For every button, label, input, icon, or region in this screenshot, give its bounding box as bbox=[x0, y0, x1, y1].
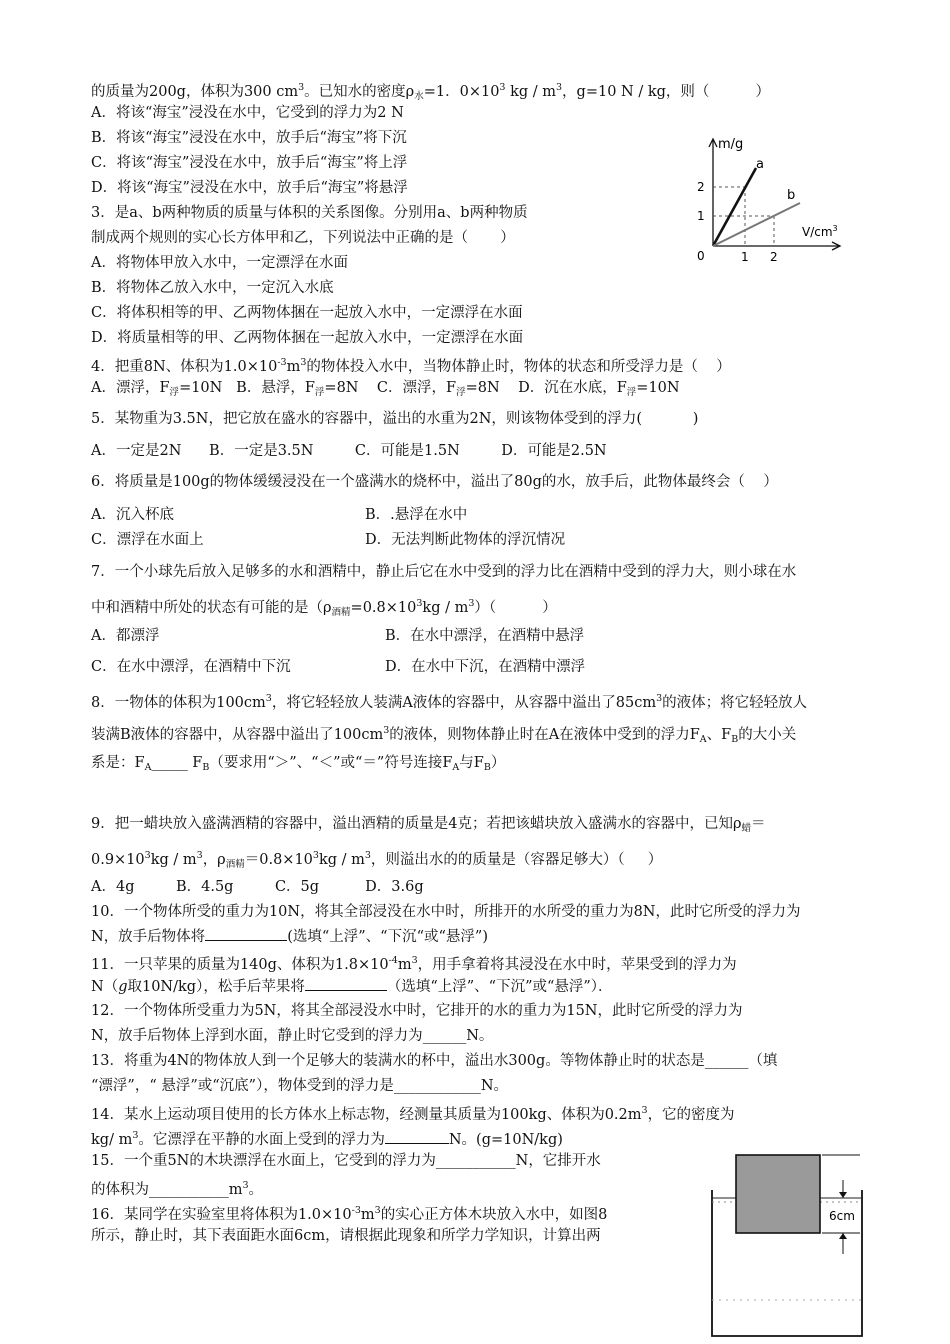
options-line: A．漂浮，$F_浮=10N$ B．悬浮，$F_浮=8N$ C．漂浮，$F_浮=8N$ D．沉在水底，$F_浮=10N$ bbox=[91, 380, 680, 398]
option-d: D．将质量相等的甲、乙两物体捆在一起放入水中，一定漂浮在水面 bbox=[91, 330, 524, 346]
question-text: N，放手后物体将 (选填“上浮”、“下沉“或“悬浮”) bbox=[91, 929, 488, 945]
option-a: A．都漂浮 bbox=[91, 628, 160, 644]
question-text: “漂浮”，“ 悬浮”或“沉底”），物体受到的浮力是____________N。 bbox=[91, 1078, 509, 1094]
option-d: D．将该“海宝”浸没在水中，放手后“海宝”将悬浮 bbox=[91, 180, 408, 196]
y-tick-label: 1 bbox=[697, 209, 705, 223]
option-b: B．将该“海宝”浸没在水中，放手后“海宝”将下沉 bbox=[91, 130, 407, 146]
y-tick-label: 2 bbox=[697, 180, 705, 194]
x-axis-label: $V/cm^3$ bbox=[802, 224, 838, 239]
option-a: A．将该“海宝”浸没在水中，它受到的浮力为2 N bbox=[91, 105, 404, 121]
arrow-down bbox=[839, 1192, 847, 1198]
option-d: D．无法判断此物体的浮沉情况 bbox=[365, 532, 566, 548]
wooden-block bbox=[736, 1155, 820, 1233]
depth-label: 6cm bbox=[829, 1209, 855, 1223]
arrow-up bbox=[839, 1233, 847, 1239]
question-text: N，放手后物体上浮到水面，静止时它受到的浮力为______N。 bbox=[91, 1028, 494, 1044]
question-text: 11．一只苹果的质量为140g、体积为$1.8\times 10^{-4}m^3$，用手拿着将其浸没在水中时，苹果受到的浮力为 bbox=[91, 955, 737, 973]
option-c: C．在水中漂浮，在酒精中下沉 bbox=[91, 659, 291, 675]
question-text: 12．一个物体所受重力为5N，将其全部浸没水中时，它排开的水的重力为15N，此时它所受的浮力为 bbox=[91, 1003, 743, 1019]
option-a: A．沉入杯底 bbox=[91, 507, 174, 523]
question-text: 10．一个物体所受的重力为10N，将其全部浸没在水中时，所排开的水所受的重力为8N，此时它所受的浮力为 bbox=[91, 904, 801, 920]
options-line: A．一定是2N B．一定是3.5N C．可能是1.5N D．可能是2.5N bbox=[91, 443, 607, 459]
option-d: D．在水中下沉，在酒精中漂浮 bbox=[385, 659, 586, 675]
option-c: C．将体积相等的甲、乙两物体捆在一起放入水中，一定漂浮在水面 bbox=[91, 305, 523, 321]
question-text: 16．某同学在实验室里将体积为$1.0\times 10^{-3}m^3$的实心正方体木块放入水中，如图8 bbox=[91, 1205, 608, 1223]
question-text: $0.9\times 10^3kg / m^3$，$\rho_{酒精}=0.8\times 10^3kg / m^3$，则溢出水的的质量是（容器足够大）（ ） bbox=[91, 850, 663, 870]
mass-volume-graph bbox=[690, 128, 850, 273]
answer-blank[interactable] bbox=[205, 927, 287, 941]
options-line: A．4g B．4.5g C．5g D．3.6g bbox=[91, 879, 424, 895]
line-b-label: b bbox=[787, 188, 796, 203]
question-text: 8．一物体的体积为$100cm^3$，将它轻轻放人装满A液体的容器中，从容器中溢出了$85cm^3$的液体；将它轻轻放人 bbox=[91, 693, 808, 711]
option-b: B．.悬浮在水中 bbox=[365, 507, 468, 523]
answer-blank[interactable]: ____________ bbox=[393, 1078, 481, 1094]
question-text: kg/ $m^3$。它漂浮在平静的水面上受到的浮力为 N。(g=10N/kg) bbox=[91, 1130, 563, 1148]
answer-blank[interactable] bbox=[385, 1130, 449, 1144]
option-a: A．将物体甲放入水中，一定漂浮在水面 bbox=[91, 255, 348, 271]
answer-blank[interactable] bbox=[305, 977, 387, 991]
figure-8-diagram bbox=[700, 1150, 885, 1340]
question-text: 装满B液体的容器中，从容器中溢出了$100cm^3$的液体，则物体静止时在A在液体中受到的浮力$F_A$、$F_B$的大小关 bbox=[91, 725, 797, 745]
question-text: N（g取10N/kg），松手后苹果将 （选填“上浮”、“下沉”或“悬浮”）． bbox=[91, 979, 613, 995]
question-text: 所示，静止时，其下表面距水面6cm，请根据此现象和所学力学知识，计算出两 bbox=[91, 1228, 601, 1244]
option-b: B．在水中漂浮，在酒精中悬浮 bbox=[385, 628, 585, 644]
y-axis-label: m/g bbox=[718, 137, 744, 152]
question-text: 3．是a、b两种物质的质量与体积的关系图像。分别用a、b两种物质 bbox=[91, 205, 528, 221]
answer-blank[interactable]: ___________ bbox=[435, 1153, 516, 1169]
answer-blank[interactable]: ___________ bbox=[149, 1182, 229, 1198]
question-text: 15．一个重5N的木块漂浮在水面上，它受到的浮力为___________N，它排开水 bbox=[91, 1153, 601, 1169]
question-text: 9．把一蜡块放入盛满酒精的容器中，溢出酒精的质量是4克；若把该蜡块放入盛满水的容器中，已知$\rho_蜡=$ bbox=[91, 816, 766, 834]
question-text: 4．把重8N、体积为$1.0\times 10^{-3}m^3$的物体投入水中，当物体静止时，物体的状态和所受浮力是（ ） bbox=[91, 357, 731, 375]
option-c: C．漂浮在水面上 bbox=[91, 532, 204, 548]
question-text: 的体积为$\_\_\_\_\_\_\_\_\_\_\_m^3$。 bbox=[91, 1180, 264, 1198]
option-b: B．将物体乙放入水中，一定沉入水底 bbox=[91, 280, 334, 296]
x-tick-label: 1 bbox=[741, 250, 749, 264]
option-c: C．将该“海宝”浸没在水中，放手后“海宝”将上浮 bbox=[91, 155, 408, 171]
question-text: 系是：$F_A\_\_\_\_\_$ $F_B$（要求用“＞”、“＜”或“＝”符号连接$F_A$与$F_B$） bbox=[91, 755, 506, 773]
answer-blank[interactable]: ______ bbox=[422, 1028, 467, 1044]
question-text: 6．将质量是100g的物体缓缓浸没在一个盛满水的烧杯中，溢出了80g的水，放手后，此物体最终会（ ） bbox=[91, 474, 778, 490]
question-text: 制成两个规则的实心长方体甲和乙，下列说法中正确的是（ ） bbox=[91, 230, 515, 246]
question-text: 7．一个小球先后放入足够多的水和酒精中，静止后它在水中受到的浮力比在酒精中受到的浮力大，则小球在水 bbox=[91, 564, 797, 580]
question-text: 中和酒精中所处的状态有可能的是$(\rho_{酒精}=0.8\times 10^3kg / m^3)$（ ） bbox=[91, 598, 557, 618]
x-tick-label: 2 bbox=[770, 250, 778, 264]
line-a-label: a bbox=[756, 157, 764, 172]
text-line: 的质量为200g，体积为300 $cm^3$。已知水的密度$\rho_水=1$．$0\times 10^3$ kg / $m^3$，g=10 N / kg，则（ ） bbox=[91, 82, 770, 102]
question-text: 5．某物重为3.5N，把它放在盛水的容器中，溢出的水重为2N，则该物体受到的浮力( ) bbox=[91, 411, 699, 427]
origin-label: 0 bbox=[697, 249, 705, 263]
question-text: 14．某水上运动项目使用的长方体水上标志物，经测量其质量为100kg、体积为$0.2m^3$，它的密度为 bbox=[91, 1105, 735, 1123]
question-text: 13．将重为4N的物体放人到一个足够大的装满水的杯中，溢出水300g。等物体静止时的状态是______（填 bbox=[91, 1053, 778, 1069]
